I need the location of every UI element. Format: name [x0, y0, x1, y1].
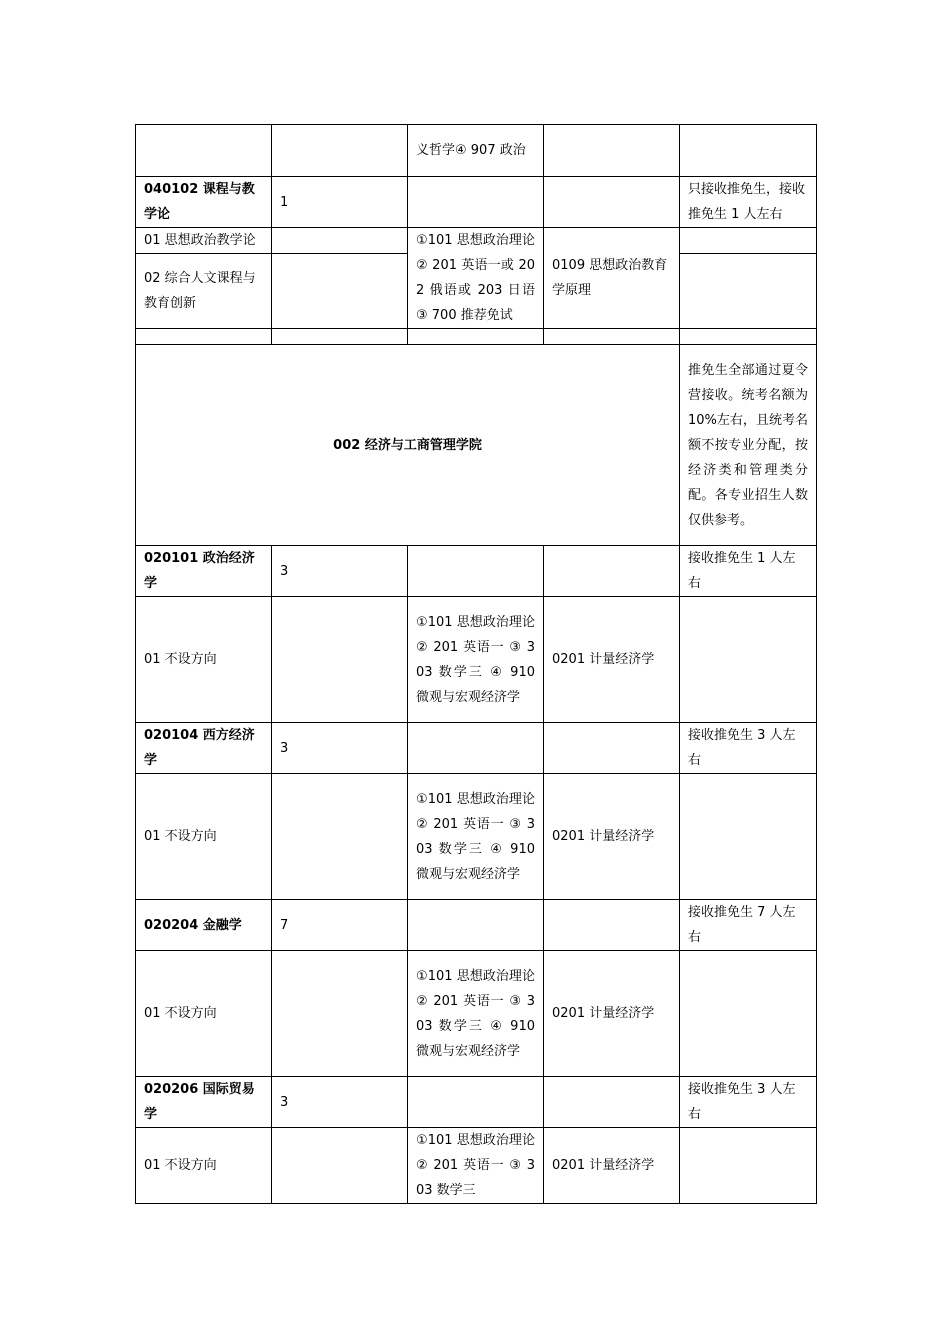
retest-subject: 0201 计量经济学 — [544, 774, 680, 900]
direction-name: 01 不设方向 — [136, 1128, 272, 1204]
college-title: 002 经济与工商管理学院 — [136, 345, 680, 546]
major-name: 020204 金融学 — [136, 900, 272, 951]
major-name: 020206 国际贸易学 — [136, 1077, 272, 1128]
major-name: 020101 政治经济学 — [136, 546, 272, 597]
cell-note — [680, 951, 817, 1077]
cell-empty — [272, 329, 408, 345]
cell-empty — [544, 329, 680, 345]
cell-retest — [544, 546, 680, 597]
cell-count — [272, 228, 408, 254]
exam-subjects: ①101 思想政治理论 ② 201 英语一 ③ 303 数学三 ④ 910 微观与宏观经济学 — [408, 951, 544, 1077]
cell-exam: 义哲学④ 907 政治 — [408, 125, 544, 177]
table-row — [136, 177, 817, 228]
cell-count — [272, 597, 408, 723]
cell-note — [680, 125, 817, 177]
cell-retest — [544, 723, 680, 774]
major-name: 040102 课程与教学论 — [136, 177, 272, 228]
direction-name: 01 不设方向 — [136, 774, 272, 900]
major-name: 020104 西方经济学 — [136, 723, 272, 774]
table-row — [136, 774, 817, 900]
cell-note — [680, 254, 817, 329]
cell-exam — [408, 1077, 544, 1128]
enrollment-count: 3 — [272, 546, 408, 597]
table-row — [136, 546, 817, 597]
cell-name — [136, 125, 272, 177]
cell-empty — [408, 329, 544, 345]
admissions-table — [135, 124, 817, 1204]
cell-note: 推免生全部通过夏令营接收。统考名额为 10%左右，且统考名额不按专业分配，按经济类和管理类分配。各专业招生人数仅供参考。 — [680, 345, 817, 546]
retest-subject: 0109 思想政治教育学原理 — [544, 228, 680, 329]
cell-note — [680, 1128, 817, 1204]
cell-exam — [408, 723, 544, 774]
cell-count — [272, 125, 408, 177]
cell-note — [680, 597, 817, 723]
enrollment-count: 1 — [272, 177, 408, 228]
enrollment-count: 7 — [272, 900, 408, 951]
cell-note: 接收推免生 7 人左右 — [680, 900, 817, 951]
table-row — [136, 597, 817, 723]
enrollment-count: 3 — [272, 1077, 408, 1128]
enrollment-count: 3 — [272, 723, 408, 774]
cell-note: 只接收推免生，接收推免生 1 人左右 — [680, 177, 817, 228]
cell-retest — [544, 125, 680, 177]
exam-subjects: ①101 思想政治理论 ② 201 英语一 ③ 303 数学三 ④ 910 微观与宏观经济学 — [408, 597, 544, 723]
table-row — [136, 228, 817, 254]
direction-name: 02 综合人文课程与教育创新 — [136, 254, 272, 329]
cell-retest — [544, 1077, 680, 1128]
cell-note: 接收推免生 1 人左右 — [680, 546, 817, 597]
exam-subjects: ①101 思想政治理论② 201 英语一或 202 俄语或 203 日语③ 700 推荐免试 — [408, 228, 544, 329]
cell-empty — [680, 329, 817, 345]
exam-subjects: ①101 思想政治理论 ② 201 英语一 ③ 303 数学三 — [408, 1128, 544, 1204]
retest-subject: 0201 计量经济学 — [544, 597, 680, 723]
cell-retest — [544, 177, 680, 228]
exam-subjects: ①101 思想政治理论 ② 201 英语一 ③ 303 数学三 ④ 910 微观与宏观经济学 — [408, 774, 544, 900]
cell-note: 接收推免生 3 人左右 — [680, 1077, 817, 1128]
cell-note — [680, 228, 817, 254]
table-row — [136, 1128, 817, 1204]
cell-note — [680, 774, 817, 900]
cell-count — [272, 1128, 408, 1204]
cell-count — [272, 951, 408, 1077]
table-row — [136, 329, 817, 345]
table-row — [136, 951, 817, 1077]
cell-count — [272, 254, 408, 329]
direction-name: 01 不设方向 — [136, 597, 272, 723]
cell-count — [272, 774, 408, 900]
table-row — [136, 723, 817, 774]
cell-exam — [408, 546, 544, 597]
cell-empty — [136, 329, 272, 345]
cell-exam — [408, 177, 544, 228]
cell-retest — [544, 900, 680, 951]
table-row — [136, 345, 817, 546]
retest-subject: 0201 计量经济学 — [544, 1128, 680, 1204]
cell-note: 接收推免生 3 人左右 — [680, 723, 817, 774]
table-row — [136, 125, 817, 177]
retest-subject: 0201 计量经济学 — [544, 951, 680, 1077]
direction-name: 01 思想政治教学论 — [136, 228, 272, 254]
cell-exam — [408, 900, 544, 951]
direction-name: 01 不设方向 — [136, 951, 272, 1077]
table-row — [136, 900, 817, 951]
table-row — [136, 1077, 817, 1128]
